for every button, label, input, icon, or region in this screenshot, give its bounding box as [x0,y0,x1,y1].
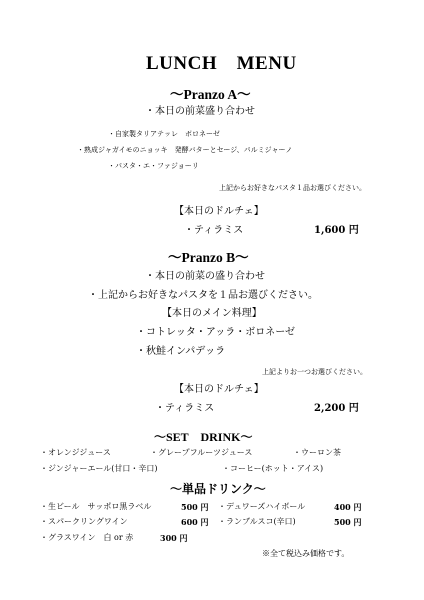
pranzo-a-heading: ～Pranzo A～ [170,87,251,102]
pranzo-b-main-heading: 【本日のメイン料理】 [162,308,262,319]
pranzo-a-pasta-1: ・自家製タリアテッレ ボロネーゼ [108,130,220,138]
single-drink-price: 600 円 [181,517,209,527]
pranzo-b-pasta-note: ・上記からお好きなパスタを１品お選びください。 [88,290,318,301]
single-drink-heading: ～単品ドリンク～ [170,482,266,496]
pranzo-b-price: 2,200 円 [314,403,359,414]
single-drink-price: 500 円 [334,517,362,527]
pranzo-a-dolce: ・ティラミス [184,225,244,236]
single-drink-name: ・生ビール サッポロ黒ラベル [40,502,152,511]
pranzo-b-note: 上記よりお一つお選びください。 [262,368,367,376]
pranzo-a-pasta-3: ・パスタ・エ・ファジョーリ [108,162,199,170]
pranzo-b-main-1: ・コトレッタ・アッラ・ボロネーゼ [136,327,295,338]
pranzo-a-antipasto: ・本日の前菜盛り合わせ [145,106,255,117]
single-drink-name: ・スパークリングワイン [40,517,128,526]
set-drink-item: ・オレンジジュース [40,448,111,457]
single-drink-name: ・ランブルスコ(辛口) [218,517,296,526]
set-drink-item: ・コーヒー(ホット・アイス) [222,464,324,473]
pranzo-b-heading: ～Pranzo B～ [168,250,249,265]
set-drink-item: ・グレープフルーツジュース [150,448,253,457]
pranzo-a-note: 上記からお好きなパスタ１品お選びください。 [219,184,366,192]
single-drink-price: 500 円 [181,502,209,512]
pranzo-a-dolce-heading: 【本日のドルチェ】 [174,206,264,217]
tax-note: ※全て税込み価格です。 [262,549,350,558]
pranzo-b-main-2: ・秋鮭インパデッラ [136,346,226,357]
page-title: LUNCH MENU [146,53,297,74]
pranzo-b-dolce-heading: 【本日のドルチェ】 [174,384,264,395]
pranzo-a-pasta-2: ・熟成ジャガイモのニョッキ 発酵バターとセージ、パルミジャーノ [77,146,293,154]
single-drink-name: ・デュワーズハイボール [218,502,306,511]
pranzo-a-price: 1,600 円 [314,225,359,236]
single-drink-name: ・グラスワイン 白 or 赤 [40,533,134,542]
pranzo-b-antipasto: ・本日の前菜の盛り合わせ [145,271,265,282]
set-drink-heading: ～SET DRINK～ [154,430,253,444]
set-drink-item: ・ウーロン茶 [293,448,341,457]
pranzo-b-dolce: ・ティラミス [155,403,215,414]
single-drink-price: 300 円 [160,533,188,543]
set-drink-item: ・ジンジャーエール(甘口・辛口) [40,464,158,473]
single-drink-price: 400 円 [334,502,362,512]
